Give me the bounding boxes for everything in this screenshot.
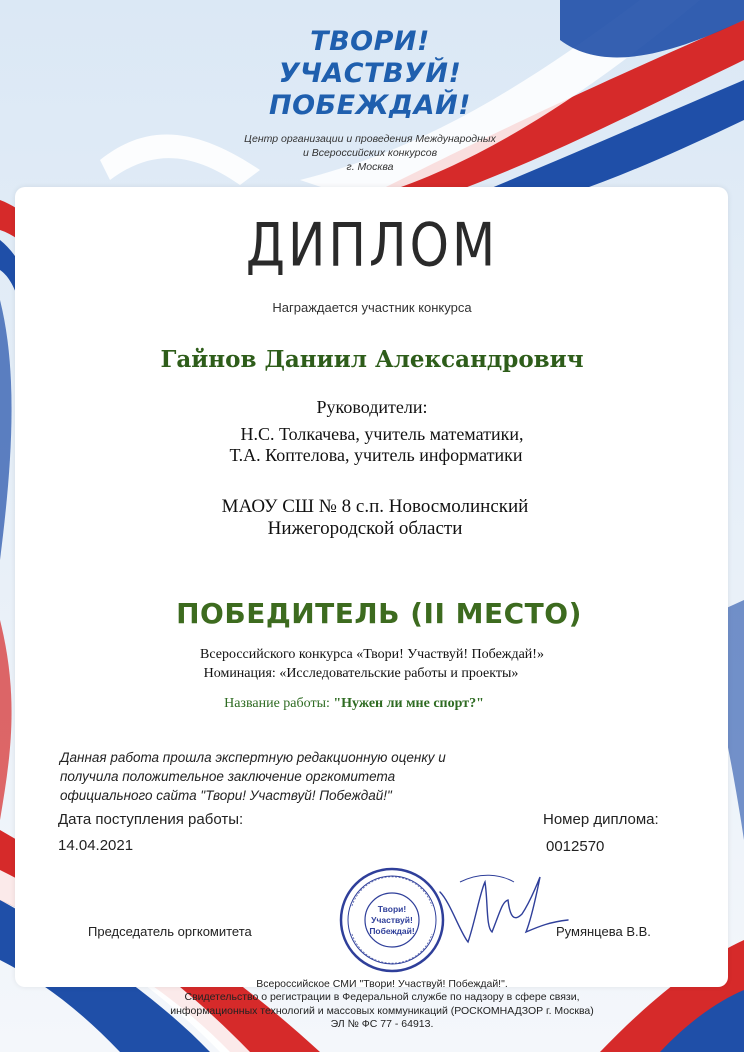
media-registration-footer xyxy=(0,978,744,1031)
footer-line: Свидетельство о регистрации в Федеральной службе по надзору в сфере связи, xyxy=(184,991,580,1004)
nomination: Номинация: «Исследовательские работы и проекты» xyxy=(203,666,519,681)
work-title-line xyxy=(0,696,708,712)
leader-line: Н.С. Толкачева, учитель математики, xyxy=(240,424,524,444)
date-label: Дата поступления работы: xyxy=(58,811,244,828)
chair-name: Румянцева В.В. xyxy=(556,924,651,939)
work-label: Название работы: xyxy=(224,696,330,711)
logo-line: УЧАСТВУЙ! xyxy=(278,58,462,89)
school-line: МАОУ СШ № 8 с.п. Новосмолинский xyxy=(221,496,529,517)
leaders-heading: Руководители: xyxy=(316,397,428,417)
date-value: 14.04.2021 xyxy=(58,837,134,854)
contest-name: Всероссийского конкурса «Твори! Участвуй! Побеждай!» xyxy=(200,647,544,662)
logo-line: ПОБЕЖДАЙ! xyxy=(269,90,471,121)
organizer-caption xyxy=(220,132,520,174)
stamp-text: Участвуй! xyxy=(371,915,413,925)
logo-line: ТВОРИ! xyxy=(310,26,430,57)
signature xyxy=(430,862,570,952)
award-place: ПОБЕДИТЕЛЬ (II МЕСТО) xyxy=(176,597,582,630)
footer-line: Всероссийское СМИ "Твори! Участвуй! Побеждай!". xyxy=(256,978,508,990)
leader-line: Т.А. Коптелова, учитель информатики xyxy=(229,445,523,465)
work-title: "Нужен ли мне спорт?" xyxy=(333,696,484,711)
footer-line: ЭЛ № ФС 77 - 64913. xyxy=(330,1017,434,1030)
chair-label: Председатель оргкомитета xyxy=(88,924,252,939)
footer-line: информационных технологий и массовых коммуникаций (РОСКОМНАДЗОР г. Москва) xyxy=(170,1004,594,1017)
participant-name: Гайнов Даниил Александрович xyxy=(160,346,584,373)
expert-note: Данная работа прошла экспертную редакционную оценку и получила положительное заключение оргкомитета официального сайта "Твори! Участвуй! Побеждай!" xyxy=(60,750,446,803)
diploma-number-value: 0012570 xyxy=(546,838,605,855)
diploma-number-label: Номер диплома: xyxy=(543,811,659,828)
stamp-text: Твори! xyxy=(377,904,407,914)
organizer-line: Центр организации и проведения Международных xyxy=(244,133,496,145)
organizer-city: г. Москва xyxy=(346,161,394,173)
school-region: Нижегородской области xyxy=(267,518,463,539)
organizer-line: и Всероссийских конкурсов xyxy=(302,147,438,159)
award-subtitle: Награждается участник конкурса xyxy=(272,300,472,315)
stamp-text: Побеждай! xyxy=(369,926,415,936)
diploma-title: ДИПЛОМ xyxy=(245,210,499,280)
